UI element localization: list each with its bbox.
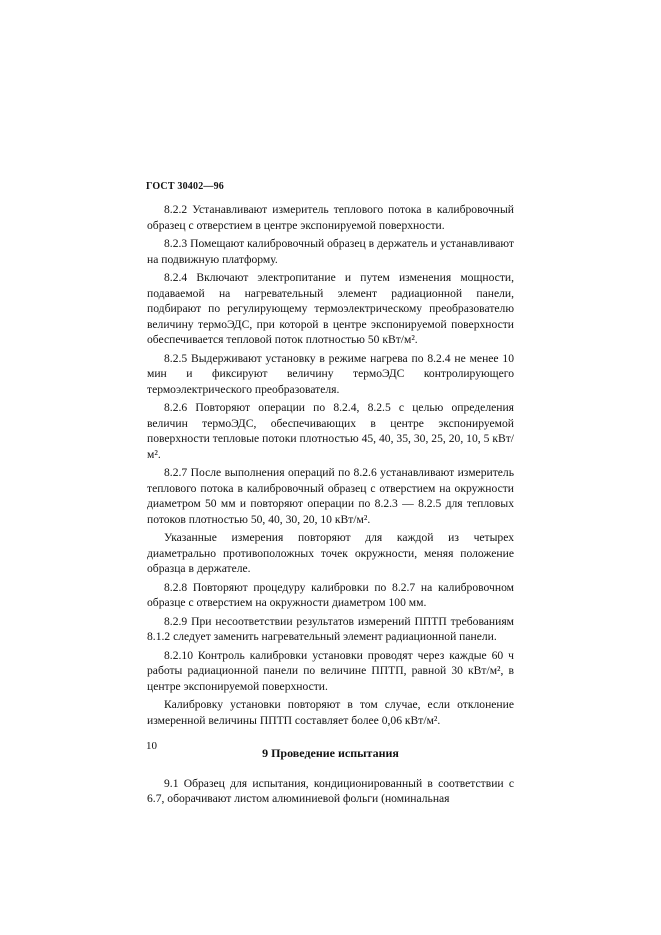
paragraph-8-2-4: 8.2.4 Включают электропитание и путем изменения мощности, подаваемой на нагревательный элемент радиационной панели, подбирают по регулирующему термоэлектрическому преобразователю величину термоЭДС, при которой в центре экспонируемой поверхности обеспечивается тепловой поток плотностью 50 кВт/м². (147, 271, 514, 346)
paragraph-8-2-10: 8.2.10 Контроль калибровки установки проводят через каждые 60 ч работы радиационной панели по величине ППТП, равной 30 кВт/м², в центре экспонируемой поверхности. (147, 648, 514, 693)
document-code-header: ГОСТ 30402—96 (146, 181, 225, 192)
paragraph-8-2-8: 8.2.8 Повторяют процедуру калибровки по 8.2.7 на калибровочном образце с отверстием на окружности диаметром 100 мм. (147, 580, 514, 609)
paragraph-8-2-9: 8.2.9 При несоответствии результатов измерений ППТП требованиям 8.1.2 следует заменить нагревательный элемент радиационной панели. (147, 614, 514, 643)
paragraph-9-1: 9.1 Образец для испытания, кондиционированный в соответствии с 6.7, оборачивают листом алюминиевой фольги (номинальная (147, 776, 514, 805)
paragraph-8-2-5: 8.2.5 Выдерживают установку в режиме нагрева по 8.2.4 не менее 10 мин и фиксируют величину термоЭДС контролирующего термоэлектрического преобразователя. (147, 351, 514, 396)
paragraph-8-2-2: 8.2.2 Устанавливают измеритель теплового потока в калибровочный образец с отверстием в центре экспонируемой поверхности. (147, 203, 514, 232)
section-heading: 9 Проведение испытания (262, 746, 399, 760)
paragraph-8-2-3: 8.2.3 Помещают калибровочный образец в держатель и устанавливают на подвижную платформу. (147, 237, 514, 266)
paragraph-measurements-note: Указанные измерения повторяют для каждой из четырех диаметрально противоположных точек окружности, меняя положение образца в держателе. (147, 531, 514, 575)
page-number: 10 (146, 740, 157, 752)
paragraph-8-2-7: 8.2.7 После выполнения операций по 8.2.6 устанавливают измеритель теплового потока в калибровочный образец с отверстием на окружности диаметром 50 мм и повторяют операции по 8.2.3 — 8.2.5 для тепловых потоков плотностью 50, 40, 30, 20, 10 кВт/м². (147, 466, 514, 526)
page-content (147, 202, 514, 810)
paragraph-recalibration-note: Калибровку установки повторяют в том случае, если отклонение измеренной величины ППТП составляет более 0,06 кВт/м². (147, 698, 514, 727)
paragraph-8-2-6: 8.2.6 Повторяют операции по 8.2.4, 8.2.5 с целью определения величин термоЭДС, обеспечивающих в центре экспонируемой поверхности тепловые потоки плотностью 45, 40, 35, 30, 25, 20, 10, 5 кВт/м². (147, 401, 514, 461)
